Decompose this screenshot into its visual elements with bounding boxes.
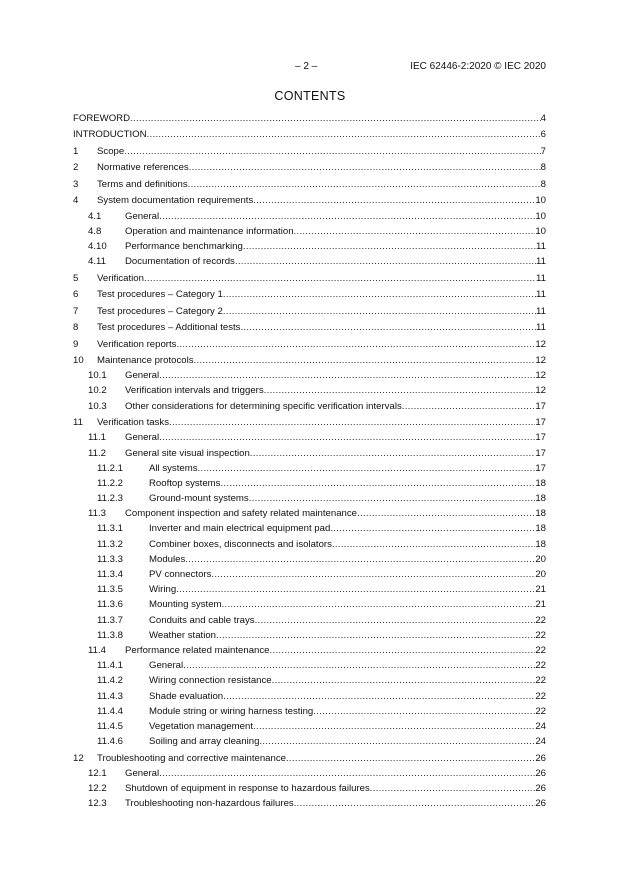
toc-entry-number: 3	[73, 178, 79, 190]
toc-entry[interactable]	[73, 320, 546, 335]
toc-dot-leader	[270, 643, 536, 658]
toc-entry-page: 4	[541, 111, 546, 126]
toc-dot-leader	[357, 506, 535, 521]
toc-dot-leader	[402, 399, 536, 414]
toc-dot-leader	[198, 461, 536, 476]
toc-entry[interactable]	[73, 766, 546, 781]
page-header	[0, 61, 620, 75]
toc-entry-title: Test procedures – Additional tests	[97, 320, 240, 335]
toc-entry-page: 17	[535, 461, 546, 476]
toc-entry-line	[97, 751, 546, 766]
toc-entry-number: 11.1	[88, 432, 106, 444]
toc-entry-page: 17	[535, 446, 546, 461]
toc-entry-page: 12	[535, 353, 546, 368]
toc-entry-page: 22	[535, 613, 546, 628]
toc-entry-line	[97, 193, 546, 208]
toc-entry-line	[97, 287, 546, 302]
toc-entry-number: 11.3.8	[97, 629, 123, 641]
toc-entry-line	[125, 239, 546, 254]
toc-entry[interactable]	[73, 304, 546, 319]
toc-entry-line	[149, 719, 546, 734]
toc-entry-title: Normative references	[97, 160, 189, 175]
toc-entry-line	[125, 399, 546, 414]
toc-entry-number: 4.11	[88, 256, 106, 268]
toc-entry-title: General	[149, 658, 183, 673]
toc-entry[interactable]	[73, 521, 546, 536]
toc-entry-page: 17	[535, 399, 546, 414]
toc-entry[interactable]	[73, 643, 546, 658]
toc-entry-page: 12	[535, 383, 546, 398]
toc-entry-page: 12	[535, 368, 546, 383]
toc-entry-line	[149, 521, 546, 536]
toc-entry-page: 18	[535, 521, 546, 536]
toc-entry-line	[149, 628, 546, 643]
toc-entry-number: 11.4	[88, 644, 106, 656]
toc-entry[interactable]	[73, 144, 546, 159]
toc-entry-title: General	[125, 430, 159, 445]
toc-dot-leader	[216, 628, 535, 643]
toc-entry-number: 12.2	[88, 782, 107, 794]
toc-entry-title: Troubleshooting and corrective maintenance	[97, 751, 286, 766]
toc-entry[interactable]	[73, 689, 546, 704]
toc-entry[interactable]	[73, 287, 546, 302]
toc-entry-page: 8	[541, 160, 546, 175]
toc-entry[interactable]	[73, 446, 546, 461]
toc-entry-line	[73, 127, 546, 142]
toc-entry-title: Terms and definitions	[97, 177, 188, 192]
toc-entry-number: 11.4.5	[97, 720, 123, 732]
toc-entry-line	[125, 781, 546, 796]
toc-dot-leader	[147, 127, 541, 142]
toc-entry-line	[125, 209, 546, 224]
toc-entry-number: 11.4.1	[97, 660, 123, 672]
toc-entry-number: 11	[73, 417, 83, 429]
toc-entry-line	[125, 368, 546, 383]
toc-entry-number: 11.3	[88, 508, 106, 520]
toc-entry[interactable]	[73, 461, 546, 476]
toc-entry-title: Verification reports	[97, 337, 176, 352]
toc-entry-page: 7	[541, 144, 546, 159]
toc-entry-line	[97, 337, 546, 352]
toc-entry-line	[97, 415, 546, 430]
toc-entry-number: 4.1	[88, 210, 102, 222]
toc-entry-title: General	[125, 209, 159, 224]
toc-dot-leader	[169, 415, 535, 430]
toc-entry-page: 21	[535, 582, 546, 597]
toc-entry-line	[125, 766, 546, 781]
toc-entry-page: 24	[535, 734, 546, 749]
toc-entry[interactable]	[73, 552, 546, 567]
toc-dot-leader	[370, 781, 536, 796]
toc-dot-leader	[332, 537, 535, 552]
toc-entry-page: 11	[536, 239, 546, 254]
toc-entry[interactable]	[73, 337, 546, 352]
toc-dot-leader	[222, 597, 536, 612]
toc-entry-line	[149, 582, 546, 597]
toc-entry[interactable]	[73, 613, 546, 628]
toc-entry-line	[97, 320, 546, 335]
toc-entry-line	[125, 430, 546, 445]
toc-entry-title: System documentation requirements	[97, 193, 253, 208]
toc-entry-title: Maintenance protocols	[97, 353, 194, 368]
toc-dot-leader	[272, 673, 536, 688]
toc-entry-title: PV connectors	[149, 567, 211, 582]
page-number: – 2 –	[295, 61, 318, 72]
toc-dot-leader	[124, 144, 540, 159]
toc-entry-line	[125, 506, 546, 521]
toc-entry[interactable]	[73, 491, 546, 506]
toc-entry-number: 11.3.1	[97, 523, 123, 535]
toc-entry[interactable]	[73, 353, 546, 368]
toc-entry-page: 6	[541, 127, 546, 142]
toc-entry-number: 11.3.3	[97, 553, 123, 565]
toc-entry-title: Wiring	[149, 582, 176, 597]
toc-entry-line	[149, 567, 546, 582]
toc-entry[interactable]	[73, 719, 546, 734]
toc-entry-line	[97, 304, 546, 319]
toc-entry-line	[125, 224, 546, 239]
toc-entry-line	[149, 597, 546, 612]
toc-dot-leader	[240, 320, 536, 335]
toc-entry-line	[125, 383, 546, 398]
toc-dot-leader	[253, 193, 535, 208]
toc-entry-number: 10.1	[88, 370, 107, 382]
toc-entry-page: 11	[536, 320, 546, 335]
toc-entry-line	[149, 537, 546, 552]
toc-entry[interactable]	[73, 209, 546, 224]
table-of-contents	[73, 111, 546, 811]
toc-entry-number: 4.10	[88, 240, 107, 252]
toc-entry-title: Modules	[149, 552, 185, 567]
toc-entry[interactable]	[73, 368, 546, 383]
toc-dot-leader	[188, 177, 541, 192]
toc-entry-page: 24	[535, 719, 546, 734]
toc-entry-line	[149, 552, 546, 567]
toc-entry-number: 6	[73, 289, 79, 301]
toc-entry-title: Verification intervals and triggers	[125, 383, 264, 398]
toc-entry-page: 18	[535, 476, 546, 491]
toc-entry-title: Other considerations for determining specific verification intervals	[125, 399, 402, 414]
toc-dot-leader	[249, 491, 536, 506]
toc-entry[interactable]	[73, 597, 546, 612]
toc-entry-page: 18	[535, 537, 546, 552]
toc-entry-title: Documentation of records	[125, 254, 235, 269]
toc-entry-number: 11.3.7	[97, 614, 123, 626]
toc-entry-line	[125, 254, 546, 269]
toc-entry[interactable]	[73, 383, 546, 398]
toc-entry-page: 22	[535, 689, 546, 704]
toc-entry-number: 11.3.2	[97, 538, 123, 550]
toc-dot-leader	[259, 734, 535, 749]
toc-dot-leader	[330, 521, 535, 536]
toc-dot-leader	[176, 337, 535, 352]
toc-entry-title: General	[125, 766, 159, 781]
toc-entry-title: Shade evaluation	[149, 689, 223, 704]
toc-dot-leader	[250, 446, 536, 461]
toc-entry[interactable]	[73, 177, 546, 192]
toc-entry-title: Performance related maintenance	[125, 643, 270, 658]
toc-entry[interactable]	[73, 430, 546, 445]
toc-entry[interactable]	[73, 271, 546, 286]
toc-entry-number: 12	[73, 752, 84, 764]
toc-entry[interactable]	[73, 628, 546, 643]
toc-entry-number: 11.3.4	[97, 569, 123, 580]
toc-dot-leader	[223, 689, 535, 704]
toc-entry[interactable]	[73, 224, 546, 239]
toc-entry-page: 10	[535, 224, 546, 239]
toc-entry-line	[149, 658, 546, 673]
toc-dot-leader	[313, 704, 535, 719]
toc-dot-leader	[243, 239, 536, 254]
toc-entry-title: Rooftop systems	[149, 476, 220, 491]
toc-entry-title: FOREWORD	[73, 111, 130, 126]
toc-entry[interactable]	[73, 751, 546, 766]
toc-entry-line	[97, 160, 546, 175]
toc-entry-page: 22	[535, 628, 546, 643]
toc-entry-line	[125, 643, 546, 658]
toc-dot-leader	[189, 160, 541, 175]
toc-entry-title: General	[125, 368, 159, 383]
toc-entry[interactable]	[73, 537, 546, 552]
toc-entry-title: Component inspection and safety related maintenance	[125, 506, 357, 521]
toc-entry-line	[149, 673, 546, 688]
toc-entry-line	[97, 271, 546, 286]
toc-entry-number: 12.3	[88, 798, 107, 810]
toc-dot-leader	[223, 304, 536, 319]
toc-entry-number: 11.2.2	[97, 477, 123, 489]
toc-entry-title: Test procedures – Category 1	[97, 287, 223, 302]
toc-entry-line	[149, 461, 546, 476]
toc-entry-number: 10.2	[88, 385, 107, 397]
toc-entry-title: Performance benchmarking	[125, 239, 243, 254]
toc-entry-page: 11	[536, 304, 546, 319]
toc-entry-title: Scope	[97, 144, 124, 159]
toc-entry-number: 11.4.2	[97, 675, 123, 687]
toc-dot-leader	[223, 287, 536, 302]
toc-entry[interactable]	[73, 415, 546, 430]
toc-entry-number: 2	[73, 162, 79, 174]
toc-dot-leader	[159, 430, 535, 445]
toc-entry-page: 26	[535, 796, 546, 811]
toc-entry[interactable]	[73, 476, 546, 491]
toc-entry-page: 17	[535, 430, 546, 445]
toc-entry-title: Mounting system	[149, 597, 222, 612]
toc-dot-leader	[286, 751, 535, 766]
toc-dot-leader	[264, 383, 536, 398]
toc-entry-number: 11.2.3	[97, 493, 123, 505]
toc-entry-title: Ground-mount systems	[149, 491, 249, 506]
toc-entry-number: 11.2.1	[97, 462, 123, 474]
toc-entry-title: General site visual inspection	[125, 446, 250, 461]
toc-dot-leader	[159, 368, 535, 383]
toc-entry-title: Inverter and main electrical equipment pad	[149, 521, 330, 536]
toc-entry-page: 18	[535, 491, 546, 506]
toc-entry-page: 22	[535, 643, 546, 658]
toc-entry-number: 7	[73, 305, 79, 317]
toc-entry-line	[125, 796, 546, 811]
toc-entry-page: 20	[535, 552, 546, 567]
toc-entry-number: 4	[73, 195, 79, 207]
toc-entry-title: Test procedures – Category 2	[97, 304, 223, 319]
toc-dot-leader	[185, 552, 535, 567]
toc-entry[interactable]	[73, 111, 546, 126]
toc-entry-title: Soiling and array cleaning	[149, 734, 259, 749]
toc-entry-page: 18	[535, 506, 546, 521]
toc-entry[interactable]	[73, 193, 546, 208]
toc-entry-title: Operation and maintenance information	[125, 224, 294, 239]
toc-entry-number: 4.8	[88, 225, 102, 237]
toc-entry-page: 26	[535, 751, 546, 766]
toc-dot-leader	[130, 111, 541, 126]
toc-dot-leader	[144, 271, 536, 286]
toc-entry[interactable]	[73, 127, 546, 142]
toc-dot-leader	[253, 719, 535, 734]
toc-entry-title: INTRODUCTION	[73, 127, 147, 142]
toc-dot-leader	[176, 582, 535, 597]
toc-entry-number: 1	[73, 145, 79, 157]
standard-reference: IEC 62446-2:2020 © IEC 2020	[410, 61, 546, 72]
toc-entry-page: 11	[536, 254, 546, 269]
toc-dot-leader	[255, 613, 536, 628]
toc-entry-number: 10	[73, 355, 84, 367]
toc-entry[interactable]	[73, 704, 546, 719]
toc-entry-title: Weather station	[149, 628, 216, 643]
toc-entry-page: 11	[536, 271, 546, 286]
toc-entry-page: 10	[535, 193, 546, 208]
toc-entry-line	[149, 491, 546, 506]
toc-entry[interactable]	[73, 567, 546, 582]
toc-entry-number: 11.4.6	[97, 736, 123, 748]
toc-entry-number: 9	[73, 338, 79, 350]
toc-entry[interactable]	[73, 658, 546, 673]
toc-entry[interactable]	[73, 582, 546, 597]
toc-entry-number: 5	[73, 272, 79, 284]
contents-title: CONTENTS	[274, 89, 346, 103]
toc-entry-title: Module string or wiring harness testing	[149, 704, 313, 719]
toc-entry-page: 26	[535, 781, 546, 796]
toc-entry-line	[97, 144, 546, 159]
toc-dot-leader	[194, 353, 536, 368]
toc-entry-line	[149, 613, 546, 628]
toc-entry-number: 11.2	[88, 447, 106, 459]
toc-entry-title: Conduits and cable trays	[149, 613, 255, 628]
toc-entry[interactable]	[73, 254, 546, 269]
toc-dot-leader	[183, 658, 535, 673]
toc-entry-title: Shutdown of equipment in response to hazardous failures	[125, 781, 370, 796]
toc-entry-page: 22	[535, 704, 546, 719]
toc-entry-page: 8	[541, 177, 546, 192]
toc-dot-leader	[235, 254, 536, 269]
toc-entry-number: 10.3	[88, 400, 107, 412]
toc-entry-page: 12	[535, 337, 546, 352]
toc-entry-title: Wiring connection resistance	[149, 673, 272, 688]
toc-entry[interactable]	[73, 399, 546, 414]
toc-entry-number: 11.4.3	[97, 690, 123, 702]
toc-entry-line	[125, 446, 546, 461]
toc-entry-page: 21	[535, 597, 546, 612]
toc-entry[interactable]	[73, 160, 546, 175]
toc-entry[interactable]	[73, 734, 546, 749]
toc-entry-line	[149, 476, 546, 491]
toc-entry-page: 20	[535, 567, 546, 582]
toc-entry-page: 17	[535, 415, 546, 430]
toc-entry-line	[149, 704, 546, 719]
toc-dot-leader	[220, 476, 535, 491]
toc-entry[interactable]	[73, 796, 546, 811]
toc-entry-line	[97, 353, 546, 368]
toc-entry-number: 12.1	[88, 767, 107, 779]
toc-entry-page: 11	[536, 287, 546, 302]
toc-entry-line	[149, 734, 546, 749]
toc-dot-leader	[211, 567, 535, 582]
toc-entry-number: 11.3.6	[97, 599, 123, 611]
toc-dot-leader	[294, 224, 536, 239]
toc-dot-leader	[159, 766, 535, 781]
toc-entry-page: 22	[535, 673, 546, 688]
toc-entry-line	[149, 689, 546, 704]
toc-dot-leader	[294, 796, 536, 811]
toc-entry-title: All systems	[149, 461, 198, 476]
toc-entry[interactable]	[73, 673, 546, 688]
toc-entry-line	[73, 111, 546, 126]
toc-entry-number: 11.4.4	[97, 705, 123, 717]
toc-entry-line	[97, 177, 546, 192]
toc-dot-leader	[159, 209, 535, 224]
toc-entry-title: Verification	[97, 271, 144, 286]
toc-entry-number: 11.3.5	[97, 584, 123, 596]
toc-entry[interactable]	[73, 239, 546, 254]
toc-entry-title: Troubleshooting non-hazardous failures	[125, 796, 294, 811]
toc-entry-number: 8	[73, 322, 79, 334]
toc-entry[interactable]	[73, 781, 546, 796]
toc-entry-page: 22	[535, 658, 546, 673]
toc-entry-title: Combiner boxes, disconnects and isolators	[149, 537, 332, 552]
toc-entry-title: Verification tasks	[97, 415, 169, 430]
toc-entry-page: 26	[535, 766, 546, 781]
toc-entry-title: Vegetation management	[149, 719, 253, 734]
toc-entry[interactable]	[73, 506, 546, 521]
toc-entry-page: 10	[535, 209, 546, 224]
